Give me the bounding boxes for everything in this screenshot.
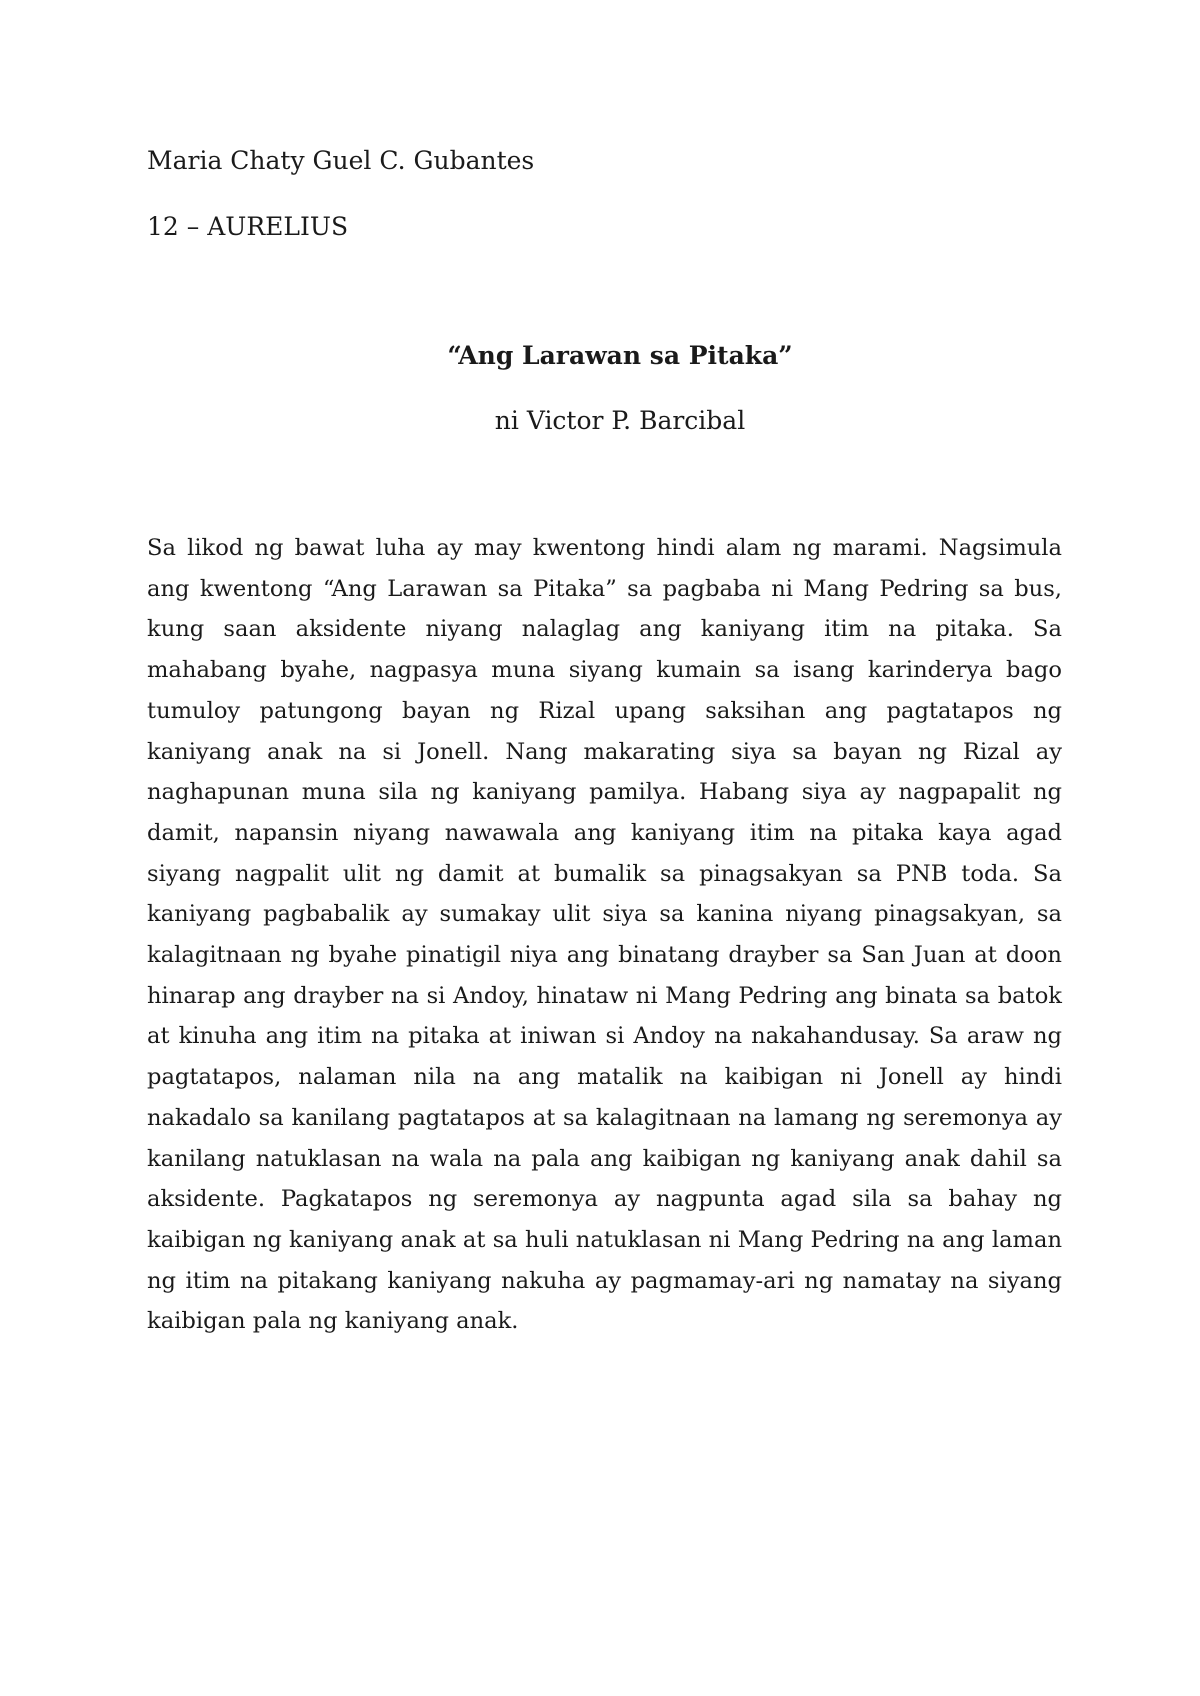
story-title: “Ang Larawan sa Pitaka”: [447, 341, 793, 370]
author-name: Maria Chaty Guel C. Gubantes: [147, 146, 535, 175]
story-byline: ni Victor P. Barcibal: [494, 406, 746, 435]
section-label: 12 – AURELIUS: [147, 212, 349, 241]
summary-paragraph: Sa likod ng bawat luha ay may kwentong hindi alam ng marami. Nagsimula ang kwentong “Ang Larawan sa Pitaka” sa pagbaba ni Mang Pedring sa bus, kung saan aksidente niyang nalaglag ang kaniyang itim na pitaka. Sa mahabang byahe, nagpasya muna siyang kumain sa isang karinderya bago tumuloy patungong bayan ng Rizal upang saksihan ang pagtatapos ng kaniyang anak na si Jonell. Nang makarating siya sa bayan ng Rizal ay naghapunan muna sila ng kaniyang pamilya. Habang siya ay nagpapalit ng damit, napansin niyang nawawala ang kaniyang itim na pitaka kaya agad siyang nagpalit ulit ng damit at bumalik sa pinagsakyan sa PNB toda. Sa kaniyang pagbabalik ay sumakay ulit siya sa kanina niyang pinagsakyan, sa kalagitnaan ng byahe pinatigil niya ang binatang drayber sa San Juan at doon hinarap ang drayber na si Andoy, hinataw ni Mang Pedring ang binata sa batok at kinuha ang itim na pitaka at iniwan si Andoy na nakahandusay. Sa araw ng pagtatapos, nalaman nila na ang matalik na kaibigan ni Jonell ay hindi nakadalo sa kanilang pagtatapos at sa kalagitnaan na lamang ng seremonya ay kanilang natuklasan na wala na pala ang kaibigan ng kaniyang anak dahil sa aksidente. Pagkatapos ng seremonya ay nagpunta agad sila sa bahay ng kaibigan ng kaniyang anak at sa huli natuklasan ni Mang Pedring na ang laman ng itim na pitakang kaniyang nakuha ay pagmamay-ari ng namatay na siyang kaibigan pala ng kaniyang anak.: [147, 535, 1062, 1335]
